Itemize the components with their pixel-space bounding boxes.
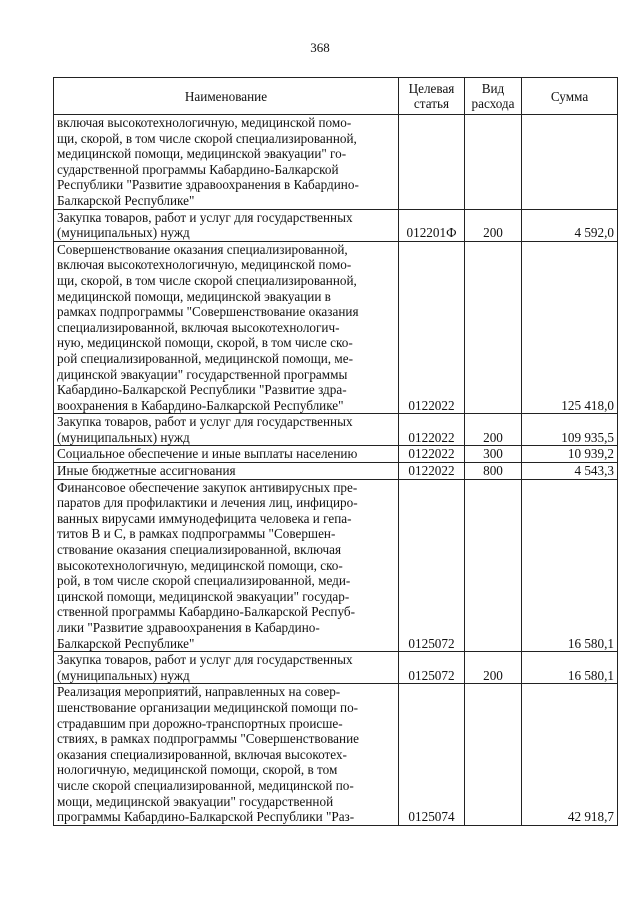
row-name: Реализация мероприятий, направленных на совер- шенствование организации медицинской помощи по- страдавшим при дорожно-транспортных происше- ствиях, в рамках подпрограммы "Совершенствование оказания специализированной, включая высокотех- нологичную, медицинской помощи, скорой, в том числе скорой специализированной, медицинской по- мощи, медицинской эвакуации" государственной программы Кабардино-Балкарской Республики "Раз- xyxy=(54,684,399,825)
row-amount: 10 939,2 xyxy=(522,446,618,463)
row-target-article: 0122022 xyxy=(399,463,465,480)
row-name: Иные бюджетные ассигнования xyxy=(54,463,399,480)
row-name: Совершенствование оказания специализированной, включая высокотехнологичную, медицинской помо- щи, скорой, в том числе скорой специализированной, медицинской помощи, медицинской эвакуации в рамках подпрограммы "Совершенствование оказания специализированной, включая высокотехнологич- ную, медицинской помощи, скорой, в том числе ско- рой специализированной, медицинской помощи, ме- дицинской эвакуации" государственной программы Кабардино-Балкарской Республики "Развитие здра- воохранения в Кабардино-Балкарской Республике" xyxy=(54,241,399,414)
row-expense-type: 300 xyxy=(465,446,522,463)
budget-table xyxy=(53,77,618,826)
row-expense-type: 200 xyxy=(465,414,522,446)
row-target-article: 0125074 xyxy=(399,684,465,825)
row-name: Финансовое обеспечение закупок антивирусных пре- паратов для профилактики и лечения лиц, инфициро- ванных вирусами иммунодефицита человека и гепа- титов В и С, в рамках подпрограммы "Совершен- ствование оказания специализированной, включая высокотехнологичную, медицинской помощи, ско- рой, в том числе скорой специализированной, меди- цинской помощи, медицинской эвакуации" государ- ственной программы Кабардино-Балкарской Респуб- лики "Развитие здравоохранения в Кабардино- Балкарской Республике" xyxy=(54,479,399,652)
header-expense-type: Вид расхода xyxy=(465,78,522,115)
table-row xyxy=(54,463,618,480)
row-target-article: 0125072 xyxy=(399,652,465,684)
row-amount: 4 543,3 xyxy=(522,463,618,480)
row-amount: 4 592,0 xyxy=(522,209,618,241)
row-name: Закупка товаров, работ и услуг для государственных (муниципальных) нужд xyxy=(54,414,399,446)
row-expense-type xyxy=(465,684,522,825)
row-expense-type xyxy=(465,479,522,652)
row-name: Социальное обеспечение и иные выплаты населению xyxy=(54,446,399,463)
table-header-row xyxy=(54,78,618,115)
row-expense-type xyxy=(465,241,522,414)
header-name: Наименование xyxy=(54,78,399,115)
page-number: 368 xyxy=(310,40,330,55)
row-expense-type xyxy=(465,115,522,210)
row-target-article: 0125072 xyxy=(399,479,465,652)
table-row xyxy=(54,479,618,652)
table-row xyxy=(54,241,618,414)
table-row xyxy=(54,684,618,825)
table-row xyxy=(54,652,618,684)
row-expense-type: 800 xyxy=(465,463,522,480)
table-body xyxy=(54,115,618,826)
header-target-article: Целевая статья xyxy=(399,78,465,115)
row-name: включая высокотехнологичную, медицинской помо- щи, скорой, в том числе скорой специализированной, медицинской помощи, медицинской эвакуации" го- сударственной программы Кабардино-Балкарской Республики "Развитие здравоохранения в Кабардино- Балкарской Республике" xyxy=(54,115,399,210)
row-target-article: 012201Ф xyxy=(399,209,465,241)
row-amount: 16 580,1 xyxy=(522,652,618,684)
table-row xyxy=(54,115,618,210)
row-amount: 42 918,7 xyxy=(522,684,618,825)
row-target-article: 0122022 xyxy=(399,241,465,414)
row-expense-type: 200 xyxy=(465,209,522,241)
table-row xyxy=(54,446,618,463)
row-target-article: 0122022 xyxy=(399,446,465,463)
row-target-article xyxy=(399,115,465,210)
row-amount: 109 935,5 xyxy=(522,414,618,446)
row-amount: 16 580,1 xyxy=(522,479,618,652)
row-expense-type: 200 xyxy=(465,652,522,684)
table-row xyxy=(54,209,618,241)
header-amount: Сумма xyxy=(522,78,618,115)
row-amount: 125 418,0 xyxy=(522,241,618,414)
row-amount xyxy=(522,115,618,210)
row-target-article: 0122022 xyxy=(399,414,465,446)
row-name: Закупка товаров, работ и услуг для государственных (муниципальных) нужд xyxy=(54,209,399,241)
table-row xyxy=(54,414,618,446)
row-name: Закупка товаров, работ и услуг для государственных (муниципальных) нужд xyxy=(54,652,399,684)
